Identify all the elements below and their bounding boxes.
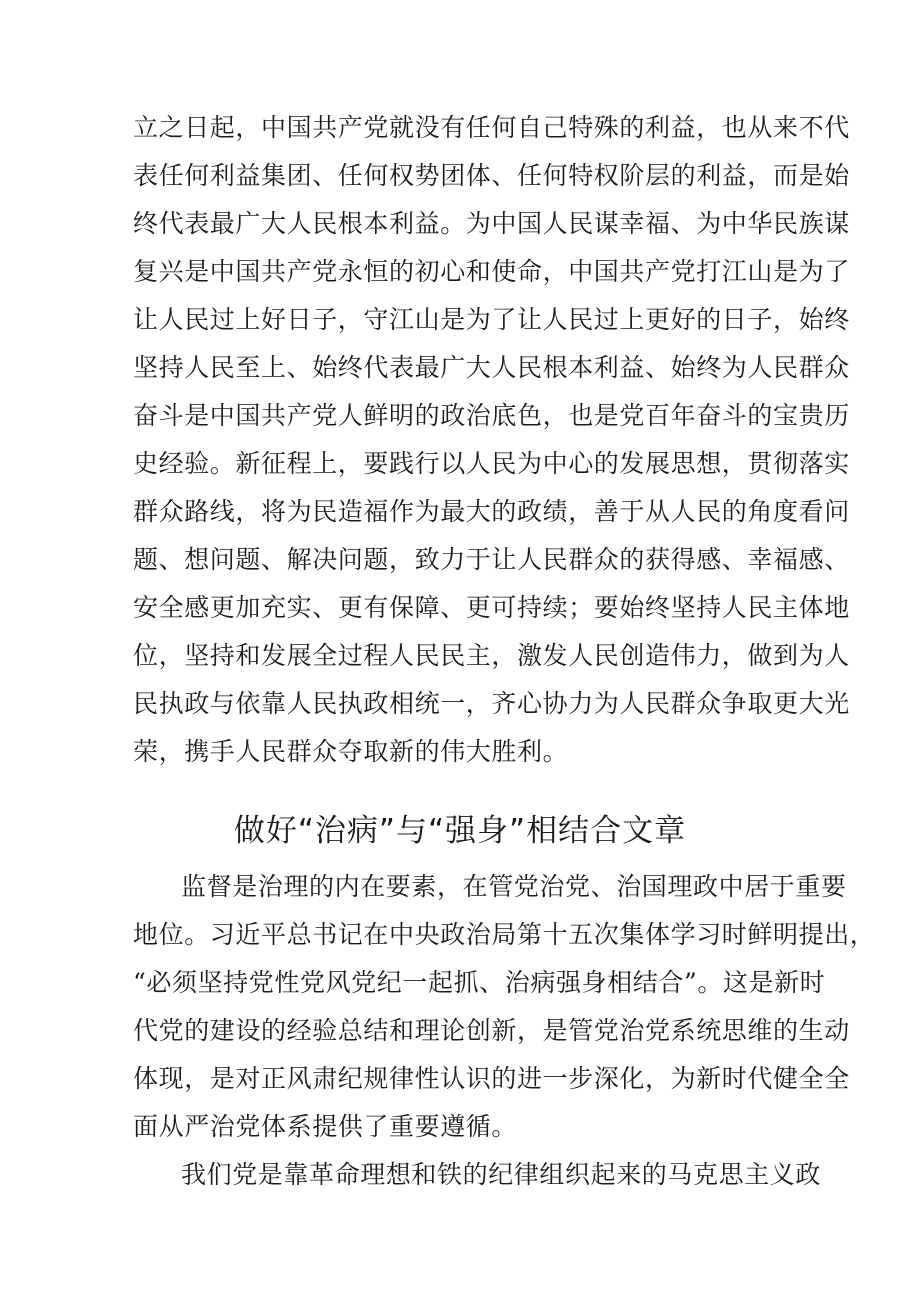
text-line: 坚持人民至上、始终代表最广大人民根本利益、始终为人民群众: [133, 353, 850, 382]
text-line: 安全感更加充实、更有保障、更可持续；要始终坚持人民主体地: [133, 593, 850, 622]
text-line: 史经验。新征程上，要践行以人民为中心的发展思想，贯彻落实: [133, 449, 850, 478]
text-line: 地位。习近平总书记在中央政治局第十五次集体学习时鲜明提出，: [133, 920, 876, 949]
section-heading: 做好“治病”与“强身”相结合文章: [233, 813, 687, 849]
text-line: 复兴是中国共产党永恒的初心和使命，中国共产党打江山是为了: [133, 257, 850, 286]
text-line: 面从严治党体系提供了重要遵循。: [133, 1112, 518, 1141]
text-line: 表任何利益集团、任何权势团体、任何特权阶层的利益，而是始: [133, 161, 850, 190]
text-line: 监督是治理的内在要素，在管党治党、治国理政中居于重要: [181, 872, 847, 901]
text-line: 体现，是对正风肃纪规律性认识的进一步深化，为新时代健全全: [133, 1064, 850, 1093]
text-line: 群众路线，将为民造福作为最大的政绩，善于从人民的角度看问: [133, 497, 850, 526]
text-line: “必须坚持党性党风党纪一起抓、治病强身相结合”。这是新时: [133, 968, 826, 997]
text-line: 终代表最广大人民根本利益。为中国人民谋幸福、为中华民族谋: [133, 209, 850, 238]
text-line: 荣，携手人民群众夺取新的伟大胜利。: [133, 737, 569, 766]
text-line: 让人民过上好日子，守江山是为了让人民过上更好的日子，始终: [133, 305, 850, 334]
text-line: 题、想问题、解决问题，致力于让人民群众的获得感、幸福感、: [133, 545, 850, 574]
text-line: 民执政与依靠人民执政相统一，齐心协力为人民群众争取更大光: [133, 689, 850, 718]
text-line: 我们党是靠革命理想和铁的纪律组织起来的马克思主义政: [181, 1160, 822, 1189]
text-line: 位，坚持和发展全过程人民民主，激发人民创造伟力，做到为人: [133, 641, 850, 670]
text-line: 奋斗是中国共产党人鲜明的政治底色，也是党百年奋斗的宝贵历: [133, 401, 850, 430]
text-line: 立之日起，中国共产党就没有任何自己特殊的利益，也从来不代: [133, 113, 850, 142]
text-line: 代党的建设的经验总结和理论创新，是管党治党系统思维的生动: [133, 1016, 850, 1045]
